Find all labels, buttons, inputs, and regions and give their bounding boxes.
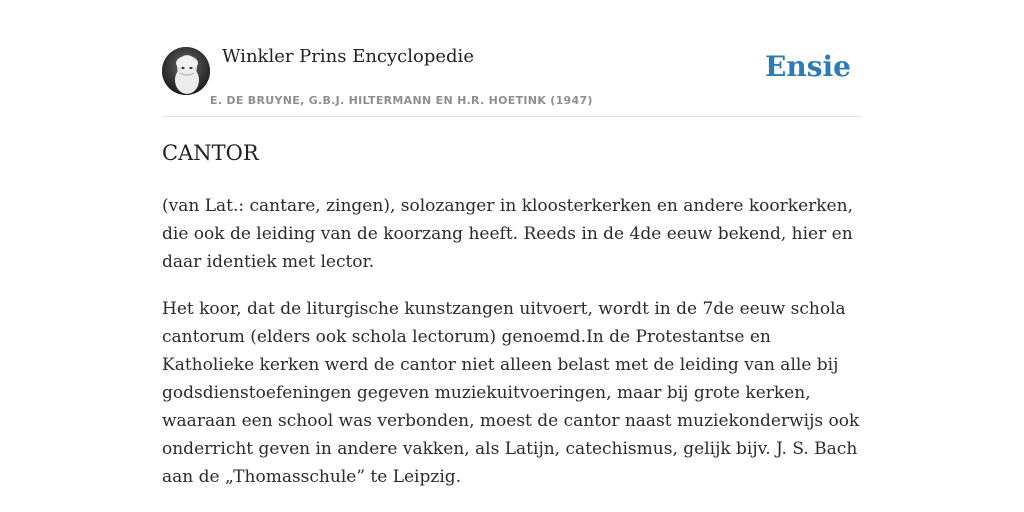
entry-title: CANTOR [162,141,259,165]
portrait-photo-icon [162,47,210,95]
entry-body [162,192,868,510]
author-avatar [162,47,210,95]
header [162,44,862,117]
ensie-logo[interactable]: Ensie [765,50,851,83]
entry-paragraph: (van Lat.: cantare, zingen), solozanger in kloosterkerken en andere koorkerken, die ook de leiding van de koorzang heeft. Reeds in de 4de eeuw bekend, hier en daar identiek met lector. [162,196,853,272]
entry-paragraph: Het koor, dat de liturgische kunstzangen uitvoert, wordt in de 7de eeuw schola cantorum (elders ook schola lectorum) genoemd.In de Protestantse en Katholieke kerken werd de cantor niet alleen belast met de leiding van alle bij godsdienstoefeningen gegeven muziekuitvoeringen, maar bij grote kerken, waaraan een school was verbonden, moest de cantor naast muziekonderwijs ook onderricht geven in andere vakken, als Latijn, catechismus, gelijk bijv. J. S. Bach aan de „Thomasschule” te Leipzig. [162,299,860,487]
publication-title[interactable]: Winkler Prins Encyclopedie [222,46,474,67]
authors-byline: E. DE BRUYNE, G.B.J. HILTERMANN EN H.R. HOETINK (1947) [210,94,593,107]
